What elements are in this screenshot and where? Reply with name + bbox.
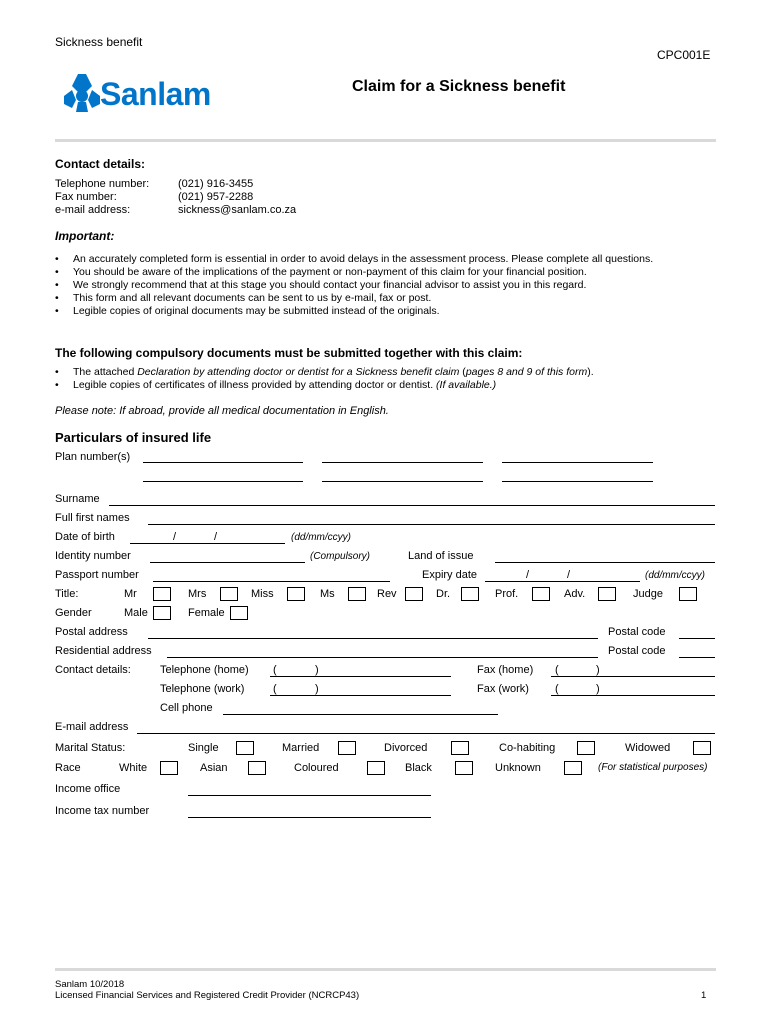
date-separator: / xyxy=(173,531,177,543)
contact-fax-label: Fax number: xyxy=(55,191,117,203)
telephone-home-field[interactable] xyxy=(270,676,451,677)
paren-open: ( xyxy=(555,664,559,676)
paren-open: ( xyxy=(273,664,277,676)
title-dr-label: Dr. xyxy=(436,588,451,600)
income-office-label: Income office xyxy=(55,783,121,795)
title-judge-label: Judge xyxy=(633,588,663,600)
important-item: • You should be aware of the implications of the payment or non-payment of this claim for your financial position. xyxy=(55,266,675,279)
title-ms-label: Ms xyxy=(320,588,335,600)
marital-widowed-label: Widowed xyxy=(625,742,671,754)
marital-married-label: Married xyxy=(282,742,320,754)
full-first-names-label: Full first names xyxy=(55,512,130,524)
paren-close: ) xyxy=(315,683,319,695)
surname-label: Surname xyxy=(55,493,100,505)
important-item: • We strongly recommend that at this stage you should contact your financial advisor to assist you in this regard. xyxy=(55,279,675,292)
contact-fax-value: (021) 957-2288 xyxy=(178,191,254,203)
page-title: Claim for a Sickness benefit xyxy=(352,78,566,95)
header-divider xyxy=(55,139,716,142)
email-address-field[interactable] xyxy=(137,733,715,734)
logo-text: Sanlam xyxy=(100,76,211,112)
postal-code-label: Postal code xyxy=(608,626,666,638)
date-of-birth-field[interactable] xyxy=(130,543,285,544)
contact-details-label: Contact details: xyxy=(55,664,131,676)
form-category-label: Sickness benefit xyxy=(55,35,143,49)
residential-postal-code-label: Postal code xyxy=(608,645,666,657)
marital-status-label: Marital Status: xyxy=(55,742,126,754)
paren-open: ( xyxy=(273,683,277,695)
title-prof-label: Prof. xyxy=(495,588,519,600)
race-black-label: Black xyxy=(405,762,432,774)
race-coloured-label: Coloured xyxy=(294,762,339,774)
title-mr-label: Mr xyxy=(124,588,137,600)
date-format-hint: (dd/mm/ccyy) xyxy=(645,570,705,581)
paren-close: ) xyxy=(596,683,600,695)
marital-widowed-checkbox[interactable] xyxy=(693,741,711,755)
race-unknown-checkbox[interactable] xyxy=(564,761,582,775)
plan-number-field-4[interactable] xyxy=(143,481,303,482)
plan-numbers-label: Plan number(s) xyxy=(55,451,131,463)
plan-number-field-2[interactable] xyxy=(322,462,483,463)
title-label: Title: xyxy=(55,588,79,600)
income-office-field[interactable] xyxy=(188,795,431,796)
postal-address-label: Postal address xyxy=(55,626,128,638)
land-of-issue-label: Land of issue xyxy=(408,550,474,562)
title-mrs-label: Mrs xyxy=(188,588,207,600)
plan-number-field-3[interactable] xyxy=(502,462,653,463)
title-mrs-checkbox[interactable] xyxy=(220,587,238,601)
gender-female-label: Female xyxy=(188,607,225,619)
surname-field[interactable] xyxy=(109,505,715,506)
telephone-work-field[interactable] xyxy=(270,695,451,696)
marital-single-checkbox[interactable] xyxy=(236,741,254,755)
race-black-checkbox[interactable] xyxy=(455,761,473,775)
identity-number-field[interactable] xyxy=(150,562,305,563)
marital-cohabiting-checkbox[interactable] xyxy=(577,741,595,755)
date-separator: / xyxy=(526,569,530,581)
plan-number-field-6[interactable] xyxy=(502,481,653,482)
expiry-date-label: Expiry date xyxy=(422,569,478,581)
race-label: Race xyxy=(55,762,81,774)
title-adv-label: Adv. xyxy=(564,588,586,600)
income-tax-number-field[interactable] xyxy=(188,817,431,818)
residential-address-label: Residential address xyxy=(55,645,152,657)
plan-number-field-5[interactable] xyxy=(322,481,483,482)
paren-close: ) xyxy=(596,664,600,676)
compulsory-list xyxy=(55,366,695,392)
full-first-names-field[interactable] xyxy=(148,524,715,525)
compulsory-heading: The following compulsory documents must be submitted together with this claim: xyxy=(55,346,523,360)
title-mr-checkbox[interactable] xyxy=(153,587,171,601)
form-code: CPC001E xyxy=(657,48,711,62)
email-address-label: E-mail address xyxy=(55,721,129,733)
gender-female-checkbox[interactable] xyxy=(230,606,248,620)
postal-address-field[interactable] xyxy=(148,638,598,639)
gender-label: Gender xyxy=(55,607,92,619)
important-item: • An accurately completed form is essential in order to avoid delays in the assessment process. Please complete all questions. xyxy=(55,253,675,266)
contact-telephone-value: (021) 916-3455 xyxy=(178,178,254,190)
marital-married-checkbox[interactable] xyxy=(338,741,356,755)
important-list xyxy=(55,253,675,318)
race-white-checkbox[interactable] xyxy=(160,761,178,775)
race-white-label: White xyxy=(119,762,148,774)
residential-address-field[interactable] xyxy=(167,657,598,658)
fax-home-field[interactable] xyxy=(551,676,715,677)
important-item: • This form and all relevant documents can be sent to us by e-mail, fax or post. xyxy=(55,292,675,305)
title-adv-checkbox[interactable] xyxy=(598,587,616,601)
title-dr-checkbox[interactable] xyxy=(461,587,479,601)
fax-work-field[interactable] xyxy=(551,695,715,696)
gender-male-checkbox[interactable] xyxy=(153,606,171,620)
particulars-heading: Particulars of insured life xyxy=(55,430,212,445)
compulsory-hint: (Compulsory) xyxy=(310,551,371,562)
title-prof-checkbox[interactable] xyxy=(532,587,550,601)
race-coloured-checkbox[interactable] xyxy=(367,761,385,775)
paren-open: ( xyxy=(555,683,559,695)
plan-number-field-1[interactable] xyxy=(143,462,303,463)
telephone-work-label: Telephone (work) xyxy=(160,683,245,695)
marital-single-label: Single xyxy=(188,742,219,754)
compulsory-item-certificates: • Legible copies of certificates of illness provided by attending doctor or dentist. (If available.) xyxy=(55,379,695,392)
sanlam-shield-icon xyxy=(60,72,104,116)
race-asian-label: Asian xyxy=(200,762,228,774)
gender-male-label: Male xyxy=(124,607,148,619)
footer-divider xyxy=(55,968,716,971)
footer-license: Licensed Financial Services and Registered Credit Provider (NCRCP43) xyxy=(55,990,360,1001)
title-miss-checkbox[interactable] xyxy=(287,587,305,601)
residential-postal-code-field[interactable] xyxy=(679,657,715,658)
marital-divorced-checkbox[interactable] xyxy=(451,741,469,755)
statistical-purposes-note: (For statistical purposes) xyxy=(598,762,708,773)
race-unknown-label: Unknown xyxy=(495,762,541,774)
note-text: Please note: If abroad, provide all medical documentation in English. xyxy=(55,405,389,417)
date-of-birth-label: Date of birth xyxy=(55,531,115,543)
footer-version: Sanlam 10/2018 xyxy=(55,979,125,990)
fax-work-label: Fax (work) xyxy=(477,683,529,695)
page-number: 1 xyxy=(701,990,707,1001)
contact-heading: Contact details: xyxy=(55,157,146,171)
title-rev-checkbox[interactable] xyxy=(405,587,423,601)
telephone-home-label: Telephone (home) xyxy=(160,664,249,676)
date-separator: / xyxy=(567,569,571,581)
contact-telephone-label: Telephone number: xyxy=(55,178,150,190)
date-format-hint: (dd/mm/ccyy) xyxy=(291,532,351,543)
marital-cohabiting-label: Co-habiting xyxy=(499,742,556,754)
important-item: • Legible copies of original documents may be submitted instead of the originals. xyxy=(55,305,675,318)
title-judge-checkbox[interactable] xyxy=(679,587,697,601)
marital-divorced-label: Divorced xyxy=(384,742,428,754)
title-ms-checkbox[interactable] xyxy=(348,587,366,601)
cell-phone-field[interactable] xyxy=(223,714,498,715)
land-of-issue-field[interactable] xyxy=(495,562,715,563)
title-miss-label: Miss xyxy=(251,588,274,600)
identity-number-label: Identity number xyxy=(55,550,131,562)
title-rev-label: Rev xyxy=(377,588,397,600)
postal-code-field[interactable] xyxy=(679,638,715,639)
paren-close: ) xyxy=(315,664,319,676)
fax-home-label: Fax (home) xyxy=(477,664,534,676)
passport-number-label: Passport number xyxy=(55,569,139,581)
passport-number-field[interactable] xyxy=(153,581,390,582)
contact-email-label: e-mail address: xyxy=(55,204,131,216)
important-heading: Important: xyxy=(55,229,115,243)
expiry-date-field[interactable] xyxy=(485,581,640,582)
cell-phone-label: Cell phone xyxy=(160,702,213,714)
contact-email-value: sickness@sanlam.co.za xyxy=(178,204,297,216)
date-separator: / xyxy=(214,531,218,543)
race-asian-checkbox[interactable] xyxy=(248,761,266,775)
compulsory-item-declaration: • The attached Declaration by attending doctor or dentist for a Sickness benefit claim (pages 8 and 9 of this form). xyxy=(55,366,695,379)
income-tax-number-label: Income tax number xyxy=(55,805,150,817)
